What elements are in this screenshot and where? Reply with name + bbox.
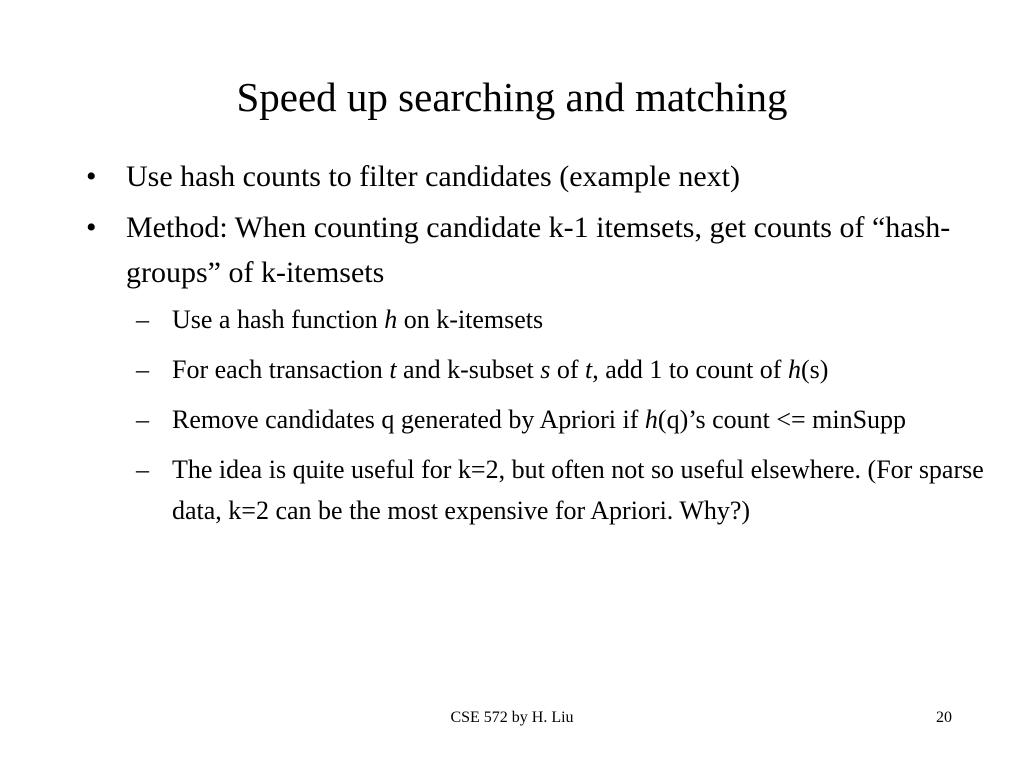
bullet-list (86, 154, 996, 540)
dash-icon: – (136, 355, 149, 384)
sub-bullet-text (172, 349, 996, 390)
text-run: (s) (800, 355, 829, 384)
text-run: Remove candidates q generated by Apriori if (172, 405, 645, 434)
sub-bullet-text: The idea is quite useful for k=2, but often not so useful elsewhere. (For sparse data, k=2 can be the most expensive for Apriori. Why?) (172, 455, 984, 525)
text-run: and k-subset (396, 355, 541, 384)
math-symbol-h: h (787, 355, 801, 384)
bullet-item-hash-counts (86, 154, 996, 199)
sub-bullet-text (172, 399, 996, 440)
text-run: Use a hash function (172, 305, 385, 334)
slide-title: Speed up searching and matching (236, 74, 788, 120)
bullet-text: Method: When counting candidate k-1 itemsets, get counts of “hash-groups” of k-itemsets (126, 211, 951, 289)
dash-icon: – (136, 455, 149, 484)
text-run: (q)’s count <= minSupp (657, 405, 907, 434)
math-symbol-h: h (384, 305, 398, 334)
sub-bullet-each-transaction (126, 349, 996, 390)
sub-bullet-text (172, 299, 996, 340)
dash-icon: – (136, 305, 149, 334)
sub-bullet-list (126, 299, 996, 531)
text-run: For each transaction (172, 355, 390, 384)
math-symbol-t: t (585, 355, 593, 384)
bullet-item-method (86, 205, 996, 531)
sub-bullet-hash-function (126, 299, 996, 340)
math-symbol-t: t (389, 355, 397, 384)
math-symbol-h: h (644, 405, 658, 434)
text-run: , add 1 to count of (592, 355, 788, 384)
footer-course: CSE 572 by H. Liu (450, 709, 574, 726)
math-symbol-s: s (540, 355, 551, 384)
bullet-text: Use hash counts to filter candidates (example next) (126, 160, 740, 193)
bullet-icon: • (86, 160, 97, 193)
text-run: of (550, 355, 586, 384)
bullet-icon: • (86, 211, 97, 244)
dash-icon: – (136, 405, 149, 434)
footer-page-number: 20 (936, 709, 952, 726)
sub-bullet-idea-useful (126, 449, 996, 531)
sub-bullet-remove-candidates (126, 399, 996, 440)
text-run: on k-itemsets (397, 305, 544, 334)
